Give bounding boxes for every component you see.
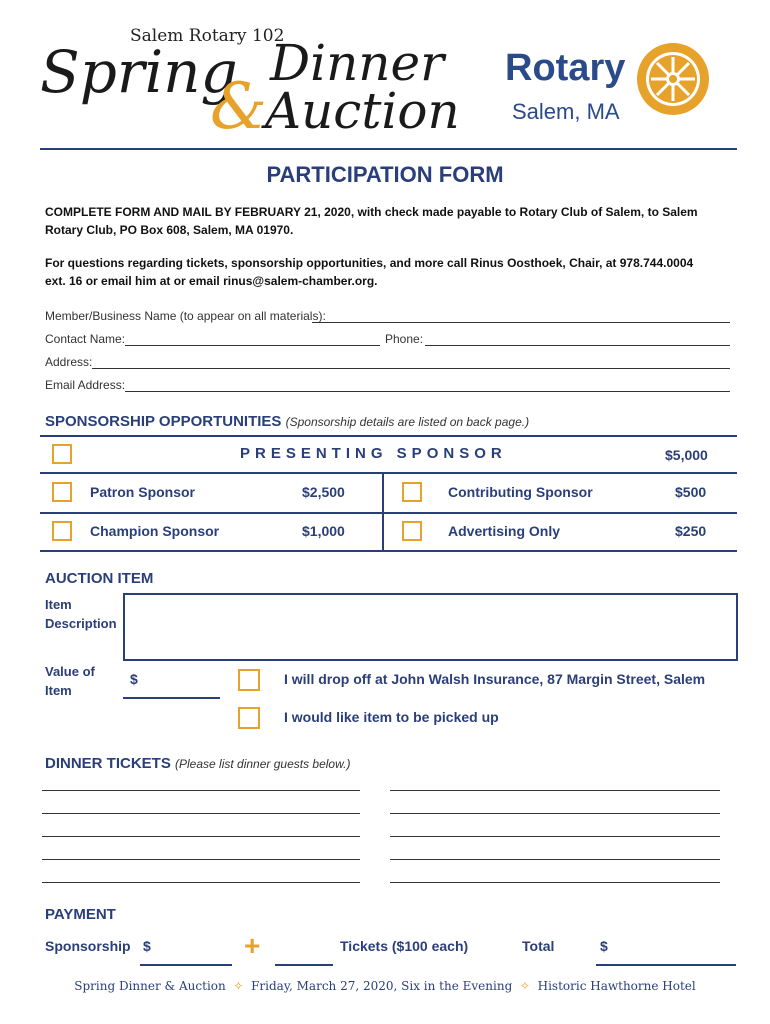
rotary-city: Salem, MA xyxy=(512,99,620,124)
footer-venue: Historic Hawthorne Hotel xyxy=(537,979,696,993)
patron-sponsor-label: Patron Sponsor xyxy=(90,484,196,500)
address-input[interactable] xyxy=(92,368,730,369)
payment-total-label: Total xyxy=(522,938,555,954)
event-auction: Auction xyxy=(265,82,460,140)
item-value-input[interactable] xyxy=(123,697,220,699)
guest-line-1[interactable] xyxy=(42,790,360,791)
sponsor-table-bottom xyxy=(40,550,737,552)
guest-line-4[interactable] xyxy=(42,859,360,860)
payment-total-input[interactable] xyxy=(596,964,736,966)
footer-sep-icon: ✧ xyxy=(233,979,244,993)
item-value-label xyxy=(45,662,95,700)
item-description-label-1: Item xyxy=(45,597,72,612)
instructions-mail: COMPLETE FORM AND MAIL BY FEBRUARY 21, 2020, with check made payable to Rotary Club of Salem, to Salem Rotary Club, PO Box 608, Salem, MA 01970. xyxy=(45,205,698,237)
payment-dollar-2: $ xyxy=(600,938,608,954)
champion-sponsor-checkbox[interactable] xyxy=(52,521,72,541)
guest-line-2[interactable] xyxy=(42,813,360,814)
sponsor-row-divider-1 xyxy=(40,472,737,474)
email-label: Email Address: xyxy=(45,378,126,392)
advertising-only-checkbox[interactable] xyxy=(402,521,422,541)
event-spring: Spring xyxy=(40,38,238,106)
payment-dollar-1: $ xyxy=(143,938,151,954)
sponsorship-heading-text: SPONSORSHIP OPPORTUNITIES xyxy=(45,413,282,430)
tickets-heading-text: DINNER TICKETS xyxy=(45,755,171,772)
rotary-logo xyxy=(505,35,730,135)
event-dinner: Dinner xyxy=(270,34,444,92)
sponsor-table-top xyxy=(40,435,737,437)
member-label: Member/Business Name (to appear on all materials): xyxy=(45,309,326,323)
guest-line-6[interactable] xyxy=(390,790,720,791)
payment-sponsorship-label: Sponsorship xyxy=(45,938,131,954)
instructions-contact: For questions regarding tickets, sponsorship opportunities, and more call Rinus Oosthoek, Chair, at 978.744.0004 ext. 16 or email him at or email rinus@salem-chamber.org. xyxy=(45,256,694,288)
contact-label: Contact Name: xyxy=(45,332,126,346)
tickets-note: (Please list dinner guests below.) xyxy=(175,757,351,771)
presenting-sponsor-checkbox[interactable] xyxy=(52,444,72,464)
item-value-label-2: Item xyxy=(45,683,72,698)
payment-plus: + xyxy=(244,930,261,961)
event-title-logo xyxy=(40,18,470,143)
footer xyxy=(0,979,770,993)
presenting-sponsor-price: $5,000 xyxy=(665,447,708,463)
patron-sponsor-price: $2,500 xyxy=(302,484,345,500)
rotary-wheel-icon xyxy=(633,39,713,119)
address-label: Address: xyxy=(45,355,93,369)
contact-input[interactable] xyxy=(125,345,380,346)
guest-line-3[interactable] xyxy=(42,836,360,837)
contributing-sponsor-label: Contributing Sponsor xyxy=(448,484,593,500)
phone-label: Phone: xyxy=(385,332,424,346)
pickup-label: I would like item to be picked up xyxy=(284,709,499,725)
payment-tickets-input[interactable] xyxy=(275,964,333,966)
rotary-wordmark: Rotary xyxy=(505,47,626,89)
event-subtitle: Salem Rotary 102 xyxy=(130,26,285,46)
form-title: PARTICIPATION FORM xyxy=(266,162,504,187)
header-divider xyxy=(40,148,737,150)
dropoff-label: I will drop off at John Walsh Insurance, 87 Margin Street, Salem xyxy=(284,671,706,687)
advertising-only-label: Advertising Only xyxy=(448,523,561,539)
item-description-input[interactable] xyxy=(123,593,738,661)
pickup-checkbox[interactable] xyxy=(238,707,260,729)
email-input[interactable] xyxy=(125,391,730,392)
item-value-dollar: $ xyxy=(130,671,138,687)
dropoff-checkbox[interactable] xyxy=(238,669,260,691)
guest-line-8[interactable] xyxy=(390,836,720,837)
item-description-label-2: Description xyxy=(45,616,117,631)
champion-sponsor-label: Champion Sponsor xyxy=(90,523,220,539)
payment-tickets-label: Tickets ($100 each) xyxy=(340,938,469,954)
guest-line-10[interactable] xyxy=(390,882,720,883)
item-description-label xyxy=(45,595,117,633)
member-input[interactable] xyxy=(312,322,730,323)
event-ampersand: & xyxy=(210,70,267,144)
payment-heading: PAYMENT xyxy=(45,906,116,923)
sponsorship-heading xyxy=(45,413,529,430)
footer-event: Spring Dinner & Auction xyxy=(74,979,226,993)
presenting-sponsor-label: PRESENTING SPONSOR xyxy=(240,445,507,462)
phone-input[interactable] xyxy=(425,345,730,346)
sponsor-table-vdivider xyxy=(382,472,384,550)
contributing-sponsor-checkbox[interactable] xyxy=(402,482,422,502)
auction-heading: AUCTION ITEM xyxy=(45,570,154,587)
footer-date: Friday, March 27, 2020, Six in the Evening xyxy=(251,979,513,993)
sponsor-row-divider-2 xyxy=(40,512,737,514)
patron-sponsor-checkbox[interactable] xyxy=(52,482,72,502)
item-value-label-1: Value of xyxy=(45,664,95,679)
guest-line-9[interactable] xyxy=(390,859,720,860)
contributing-sponsor-price: $500 xyxy=(675,484,707,500)
payment-sponsorship-input[interactable] xyxy=(140,964,232,966)
advertising-only-price: $250 xyxy=(675,523,707,539)
footer-sep-icon-2: ✧ xyxy=(519,979,530,993)
guest-line-7[interactable] xyxy=(390,813,720,814)
tickets-heading xyxy=(45,755,350,772)
champion-sponsor-price: $1,000 xyxy=(302,523,345,539)
guest-line-5[interactable] xyxy=(42,882,360,883)
sponsorship-note: (Sponsorship details are listed on back page.) xyxy=(285,415,530,429)
